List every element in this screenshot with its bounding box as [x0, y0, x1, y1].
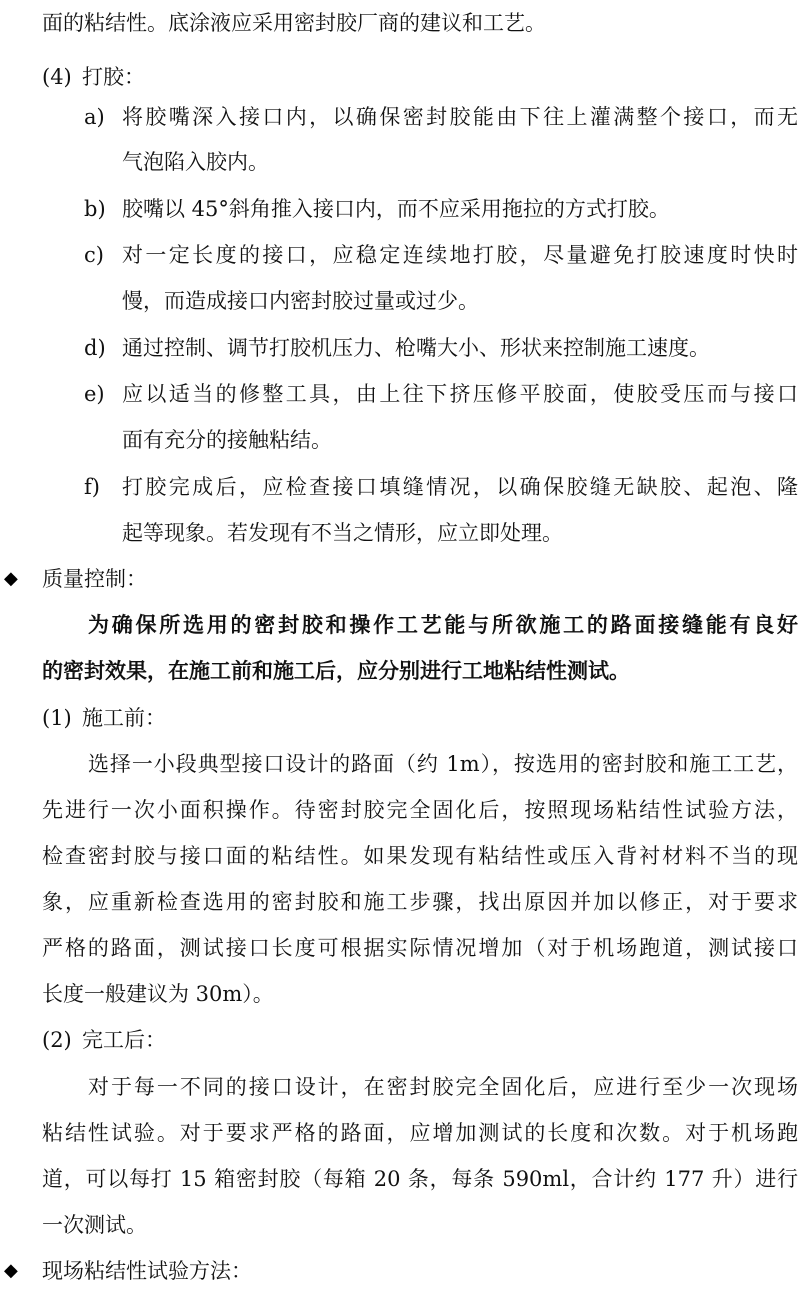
- list-item-line: 将胶嘴深入接口内，以确保密封胶能由下往上灌满整个接口，而无: [122, 105, 798, 129]
- paragraph-line: 粘结性试验。对于要求严格的路面，应增加测试的长度和次数。对于机场跑: [42, 1121, 798, 1145]
- paragraph-line: 道，可以每打 15 箱密封胶（每箱 20 条，每条 590ml，合计约 177 升）进行: [42, 1167, 798, 1191]
- paragraph-line: 面的粘结性。底涂液应采用密封胶厂商的建议和工艺。: [42, 11, 546, 35]
- paragraph-line: 先进行一次小面积操作。待密封胶完全固化后，按照现场粘结性试验方法，: [42, 798, 798, 822]
- section-heading: 质量控制：: [42, 567, 147, 591]
- list-item-line: 通过控制、调节打胶机压力、枪嘴大小、形状来控制施工速度。: [122, 336, 710, 360]
- list-item-line: 慢，而造成接口内密封胶过量或过少。: [122, 289, 479, 313]
- list-item-marker: a): [84, 105, 105, 129]
- list-item-line: 面有充分的接触粘结。: [122, 428, 332, 452]
- paragraph-line: 长度一般建议为 30m）。: [42, 982, 274, 1006]
- step-number: (1): [42, 706, 72, 730]
- bold-paragraph-line: 为确保所选用的密封胶和操作工艺能与所欲施工的路面接缝能有良好: [88, 613, 798, 637]
- paragraph-line: 严格的路面，测试接口长度可根据实际情况增加（对于机场跑道，测试接口: [42, 936, 798, 960]
- list-item-line: 打胶完成后，应检查接口填缝情况，以确保胶缝无缺胶、起泡、隆: [122, 475, 798, 499]
- list-item-marker: d): [84, 336, 106, 360]
- step-title: 施工前：: [82, 706, 166, 730]
- list-item-marker: f): [84, 475, 100, 499]
- list-item-marker: b): [84, 197, 106, 221]
- list-item-marker: c): [84, 243, 104, 267]
- paragraph-line: 选择一小段典型接口设计的路面（约 1m），按选用的密封胶和施工工艺，: [88, 752, 798, 776]
- step-title: 完工后：: [82, 1028, 166, 1052]
- bold-paragraph-line: 的密封效果，在施工前和施工后，应分别进行工地粘结性测试。: [42, 659, 630, 683]
- paragraph-line: 对于每一不同的接口设计，在密封胶完全固化后，应进行至少一次现场: [88, 1075, 798, 1099]
- list-item-line: 应以适当的修整工具，由上往下挤压修平胶面，使胶受压而与接口: [122, 382, 798, 406]
- list-item-marker: e): [84, 382, 105, 406]
- diamond-bullet-icon: ◆: [4, 1260, 18, 1281]
- paragraph-line: 象，应重新检查选用的密封胶和施工步骤，找出原因并加以修正，对于要求: [42, 890, 798, 914]
- list-item-line: 胶嘴以 45°斜角推入接口内，而不应采用拖拉的方式打胶。: [122, 197, 670, 221]
- step-number: (2): [42, 1028, 72, 1052]
- list-item-line: 起等现象。若发现有不当之情形，应立即处理。: [122, 521, 563, 545]
- step-title: 打胶：: [82, 65, 145, 89]
- paragraph-line: 检查密封胶与接口面的粘结性。如果发现有粘结性或压入背衬材料不当的现: [42, 844, 798, 868]
- step-number: (4): [42, 65, 72, 89]
- list-item-line: 对一定长度的接口，应稳定连续地打胶，尽量避免打胶速度时快时: [122, 243, 798, 267]
- paragraph-line: 一次测试。: [42, 1213, 147, 1237]
- list-item-line: 气泡陷入胶内。: [122, 150, 269, 174]
- diamond-bullet-icon: ◆: [4, 568, 18, 589]
- section-heading: 现场粘结性试验方法：: [42, 1259, 252, 1283]
